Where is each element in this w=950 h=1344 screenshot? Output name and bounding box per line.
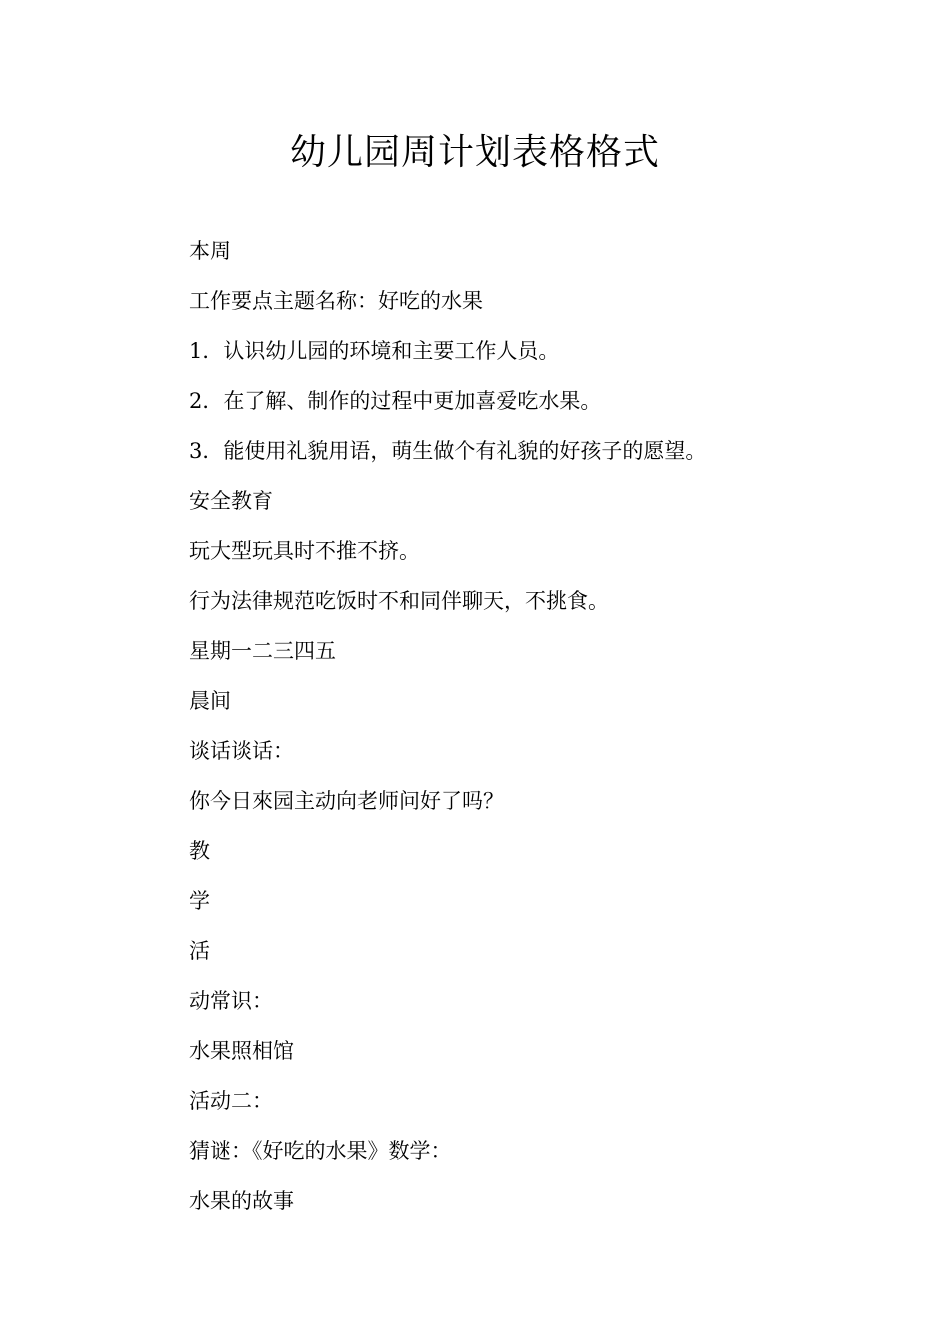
text-line: 谈话谈话： [189,739,294,763]
document-body [189,226,889,1226]
text-line: 水果的故事 [189,1189,294,1213]
text-line: 动常识： [189,989,273,1013]
text-line: 水果照相馆 [189,1039,294,1063]
text-line: 你今日來园主动向老师问好了吗？ [189,789,504,813]
text-line: 晨间 [189,689,231,713]
text-line: 星期一二三四五 [189,639,336,663]
text-line: 3．能使用礼貌用语，萌生做个有礼貌的好孩子的愿望。 [189,439,707,463]
text-line: 教 [189,839,210,863]
text-line: 活 [189,939,210,963]
document-title: 幼儿园周计划表格格式 [289,132,660,173]
text-line: 本周 [189,239,231,263]
text-line: 2．在了解、制作的过程中更加喜爱吃水果。 [189,389,602,413]
text-line: 猜谜：《好吃的水果》数学： [189,1139,452,1163]
text-line: 1．认识幼儿园的环境和主要工作人员。 [189,339,560,363]
text-line: 活动二： [189,1089,273,1113]
text-line: 行为法律规范吃饭时不和同伴聊天，不挑食。 [189,589,609,613]
text-line: 安全教育 [189,489,273,513]
text-line: 玩大型玩具时不推不挤。 [189,539,420,563]
text-line: 工作要点主题名称：好吃的水果 [189,289,483,313]
text-line: 学 [189,889,210,913]
